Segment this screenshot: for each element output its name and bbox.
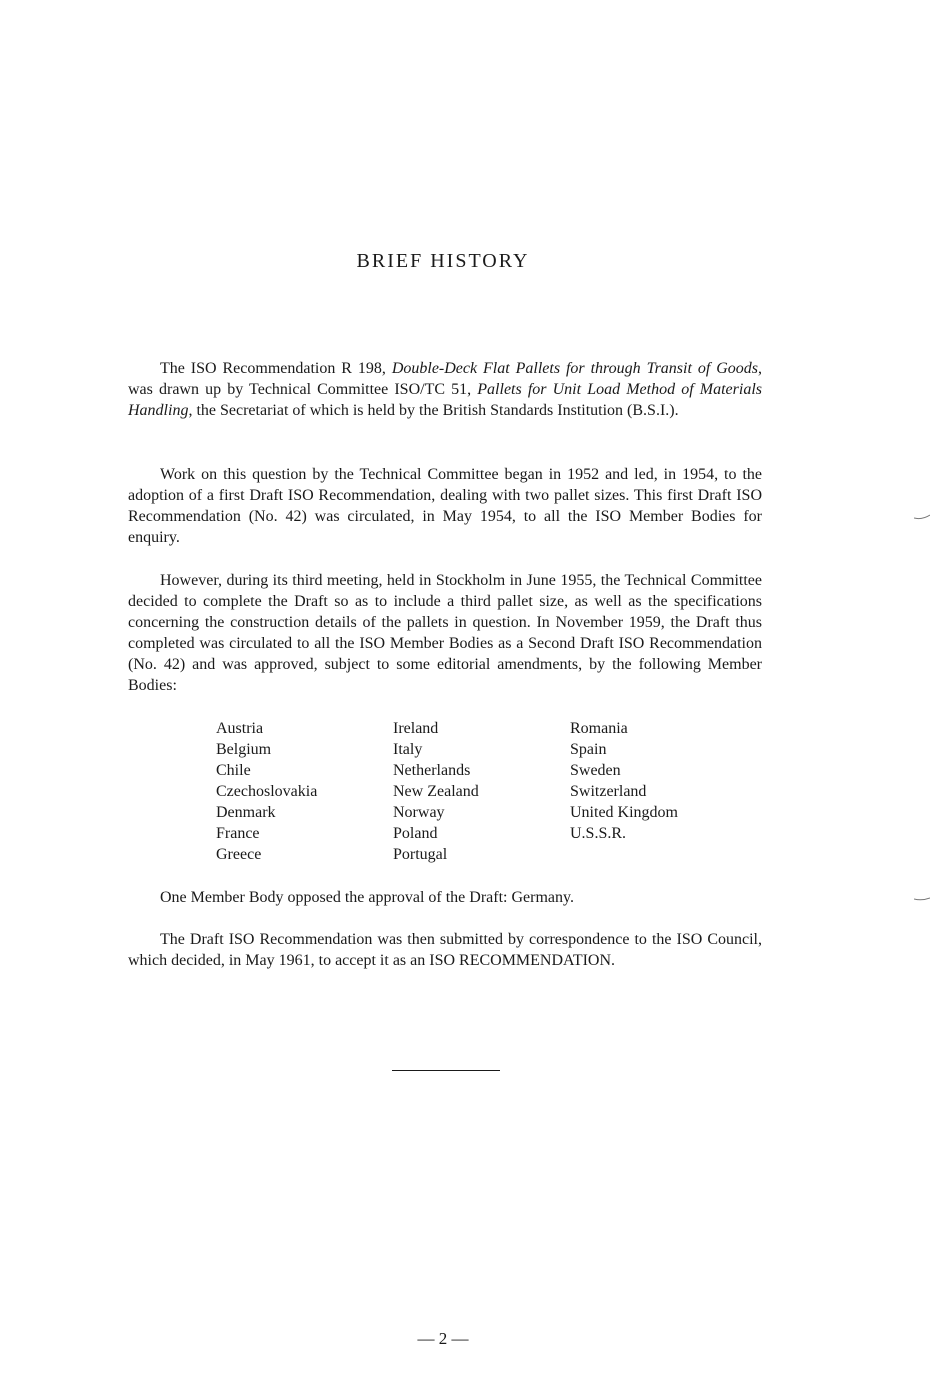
paragraph-first-draft xyxy=(128,464,762,548)
section-divider xyxy=(392,1070,500,1071)
member-body: Sweden xyxy=(570,762,621,779)
page-title: BRIEF HISTORY xyxy=(356,250,530,272)
member-body: France xyxy=(216,825,260,842)
member-body: Chile xyxy=(216,762,251,779)
member-body: Austria xyxy=(216,720,264,737)
paragraph-second-draft xyxy=(128,570,762,696)
recommendation-title: Double-Deck Flat Pallets for through Transit of Goods xyxy=(391,360,759,377)
origin-text-3: , the Secretariat of which is held by the British Standards Institution (B.S.I.). xyxy=(188,402,679,419)
first-draft-text: Work on this question by the Technical Committee began in 1952 and led, in 1954, to the adoption of a first Draft ISO Recommendation, dealing with two pallet sizes. This first Draft ISO Recommendation (No. 42) was circulated, in May 1954, to all the ISO Member Bodies for enquiry. xyxy=(128,466,762,546)
origin-text-1: The ISO Recommendation R 198, xyxy=(160,360,392,377)
member-body: Norway xyxy=(393,804,445,821)
member-body: Netherlands xyxy=(393,762,471,779)
member-body: Poland xyxy=(393,825,438,842)
opposition-text: One Member Body opposed the approval of the Draft: Germany. xyxy=(160,889,574,906)
page-number: — 2 — xyxy=(417,1329,469,1348)
origin-text-2: , was drawn up by Technical Committee ISO/TC 51, xyxy=(128,360,763,398)
member-body: Switzerland xyxy=(570,783,647,800)
member-body: Ireland xyxy=(393,720,439,737)
committee-title: Pallets for Unit Load Method of Materials Handling xyxy=(128,381,762,419)
second-draft-text: However, during its third meeting, held in Stockholm in June 1955, the Technical Committee decided to complete the Draft so as to include a third pallet size, as well as the specifications concerning the construction details of the pallets in question. In November 1959, the Draft thus completed was circulated to all the ISO Member Bodies as a Second Draft ISO Recommendation (No. 42) and was approved, subject to some editorial amendments, by the following Member Bodies: xyxy=(128,572,762,694)
member-body: Belgium xyxy=(216,741,272,758)
scan-mark-icon xyxy=(914,514,930,520)
paragraph-origin xyxy=(128,358,762,421)
scan-mark-icon xyxy=(914,896,930,902)
member-body: Spain xyxy=(570,741,607,758)
member-body: U.S.S.R. xyxy=(570,825,627,842)
member-bodies-column-2 xyxy=(393,718,479,865)
paragraph-opposition xyxy=(128,887,762,908)
member-body: Romania xyxy=(570,720,628,737)
member-body: New Zealand xyxy=(393,783,479,800)
member-body: Portugal xyxy=(393,846,448,863)
member-body: Italy xyxy=(393,741,423,758)
paragraph-acceptance xyxy=(128,929,762,971)
member-body: Czechoslovakia xyxy=(216,783,318,800)
member-body: Denmark xyxy=(216,804,276,821)
acceptance-text: The Draft ISO Recommendation was then submitted by correspondence to the ISO Council, which decided, in May 1961, to accept it as an ISO RECOMMENDATION. xyxy=(128,931,762,969)
member-bodies-column-1 xyxy=(216,718,317,865)
member-bodies-column-3 xyxy=(570,718,678,844)
member-body: Greece xyxy=(216,846,262,863)
member-body: United Kingdom xyxy=(570,804,678,821)
